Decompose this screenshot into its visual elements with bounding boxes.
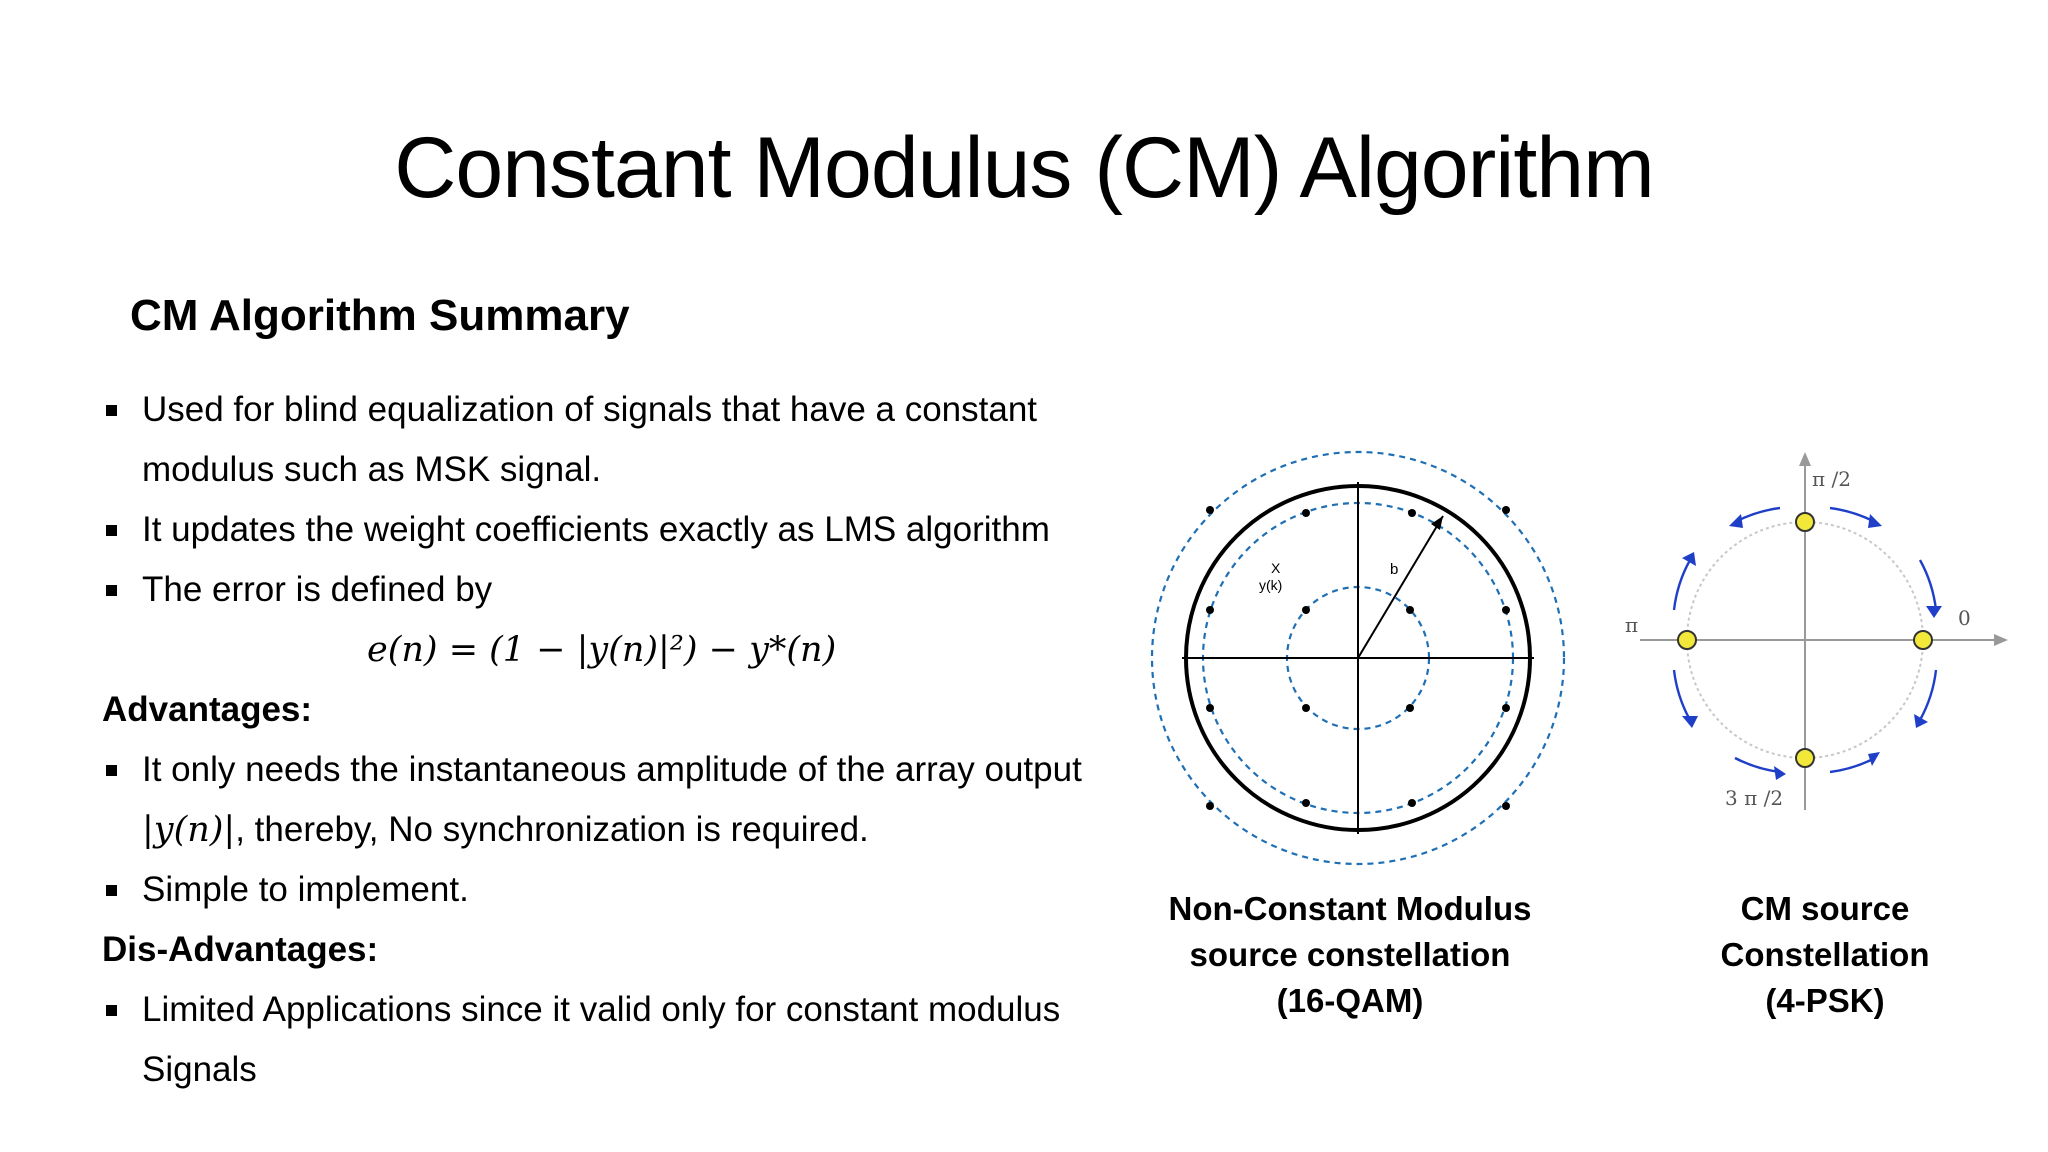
psk-constellation-figure: [1610, 440, 2020, 830]
qam-point: [1408, 799, 1416, 807]
qam-point: [1502, 506, 1510, 514]
qam-point: [1206, 506, 1214, 514]
rotation-arrow: [1735, 758, 1780, 772]
caption-line: Constellation: [1720, 936, 1930, 973]
rotation-arrow: [1920, 670, 1936, 720]
slide-title: Constant Modulus (CM) Algorithm: [394, 120, 1654, 216]
label-3pi-over-2: 3 π /2: [1725, 786, 1784, 810]
slide-body: [102, 380, 1122, 1100]
bullet-line: Limited Applications since it valid only for constant modulus: [142, 990, 1061, 1029]
bullet-item: [102, 560, 1122, 620]
bullet-line-text: , thereby, No synchronization is required.: [235, 810, 869, 849]
qam-caption: [1130, 886, 1570, 1024]
real-axis-arrow: [1994, 634, 2008, 646]
qam-constellation-figure: [1140, 440, 1580, 880]
bullet-item: [102, 740, 1122, 860]
caption-line: (16-QAM): [1276, 982, 1424, 1019]
rotation-arrow: [1674, 560, 1690, 610]
bullet-item: [102, 500, 1122, 560]
label-pi-over-2: π /2: [1812, 467, 1851, 491]
arrowhead: [1926, 606, 1942, 618]
imag-axis-arrow: [1799, 452, 1811, 466]
caption-line: CM source: [1740, 890, 1910, 927]
qam-point: [1502, 802, 1510, 810]
bullet-line: Used for blind equalization of signals that have a constant: [142, 390, 1038, 429]
arrowhead: [1868, 514, 1882, 528]
rotation-arrow: [1920, 560, 1936, 610]
bullet-line: The error is defined by: [142, 570, 493, 609]
section-subtitle: CM Algorithm Summary: [130, 291, 630, 340]
bullet-item: [102, 980, 1122, 1100]
qam-point: [1302, 606, 1310, 614]
psk-point: [1796, 513, 1814, 531]
bullet-line: It updates the weight coefficients exactly as LMS algorithm: [142, 510, 1050, 549]
caption-line: source constellation: [1189, 936, 1511, 973]
qam-point: [1206, 606, 1214, 614]
label-yk: y(k): [1259, 577, 1283, 593]
arrowhead: [1774, 766, 1786, 780]
rotation-arrow: [1830, 758, 1875, 772]
rotation-arrowheads: [1682, 514, 1942, 780]
bullet-item: [102, 380, 1122, 500]
advantages-heading: Advantages:: [102, 690, 313, 729]
rotation-arrow: [1674, 670, 1690, 720]
psk-caption: [1620, 886, 2030, 1024]
arrowhead: [1682, 716, 1698, 728]
qam-point: [1302, 704, 1310, 712]
qam-point: [1302, 799, 1310, 807]
magnitude-math: |y(n)|: [142, 810, 236, 850]
arrowhead: [1729, 514, 1743, 528]
arrowhead: [1868, 752, 1880, 766]
bullet-line: It only needs the instantaneous amplitude of the array output: [142, 750, 1082, 789]
label-b: b: [1390, 561, 1399, 578]
psk-point: [1796, 749, 1814, 767]
bullet-line: Signals: [142, 1050, 257, 1089]
qam-point: [1408, 509, 1416, 517]
label-pi: π: [1625, 613, 1639, 637]
error-formula: e(n) = (1 − |y(n)|²) − y*(n): [367, 630, 837, 670]
psk-point: [1678, 631, 1696, 649]
qam-point: [1502, 704, 1510, 712]
caption-line: Non-Constant Modulus: [1168, 890, 1532, 927]
bullet-item: [102, 860, 1122, 920]
psk-point: [1914, 631, 1932, 649]
radius-arrow: [1358, 516, 1443, 658]
qam-point: [1406, 704, 1414, 712]
rotation-arrow: [1830, 508, 1875, 522]
bullet-line: modulus such as MSK signal.: [142, 450, 602, 489]
bullet-line: Simple to implement.: [142, 870, 469, 909]
label-x: X: [1271, 560, 1281, 576]
caption-line: (4-PSK): [1765, 982, 1885, 1019]
qam-point: [1206, 802, 1214, 810]
qam-point: [1302, 509, 1310, 517]
label-zero: 0: [1958, 606, 1971, 630]
bullet-line: [142, 800, 1122, 860]
qam-point: [1406, 606, 1414, 614]
disadvantages-heading: Dis-Advantages:: [102, 930, 379, 969]
qam-point: [1206, 704, 1214, 712]
qam-point: [1502, 606, 1510, 614]
